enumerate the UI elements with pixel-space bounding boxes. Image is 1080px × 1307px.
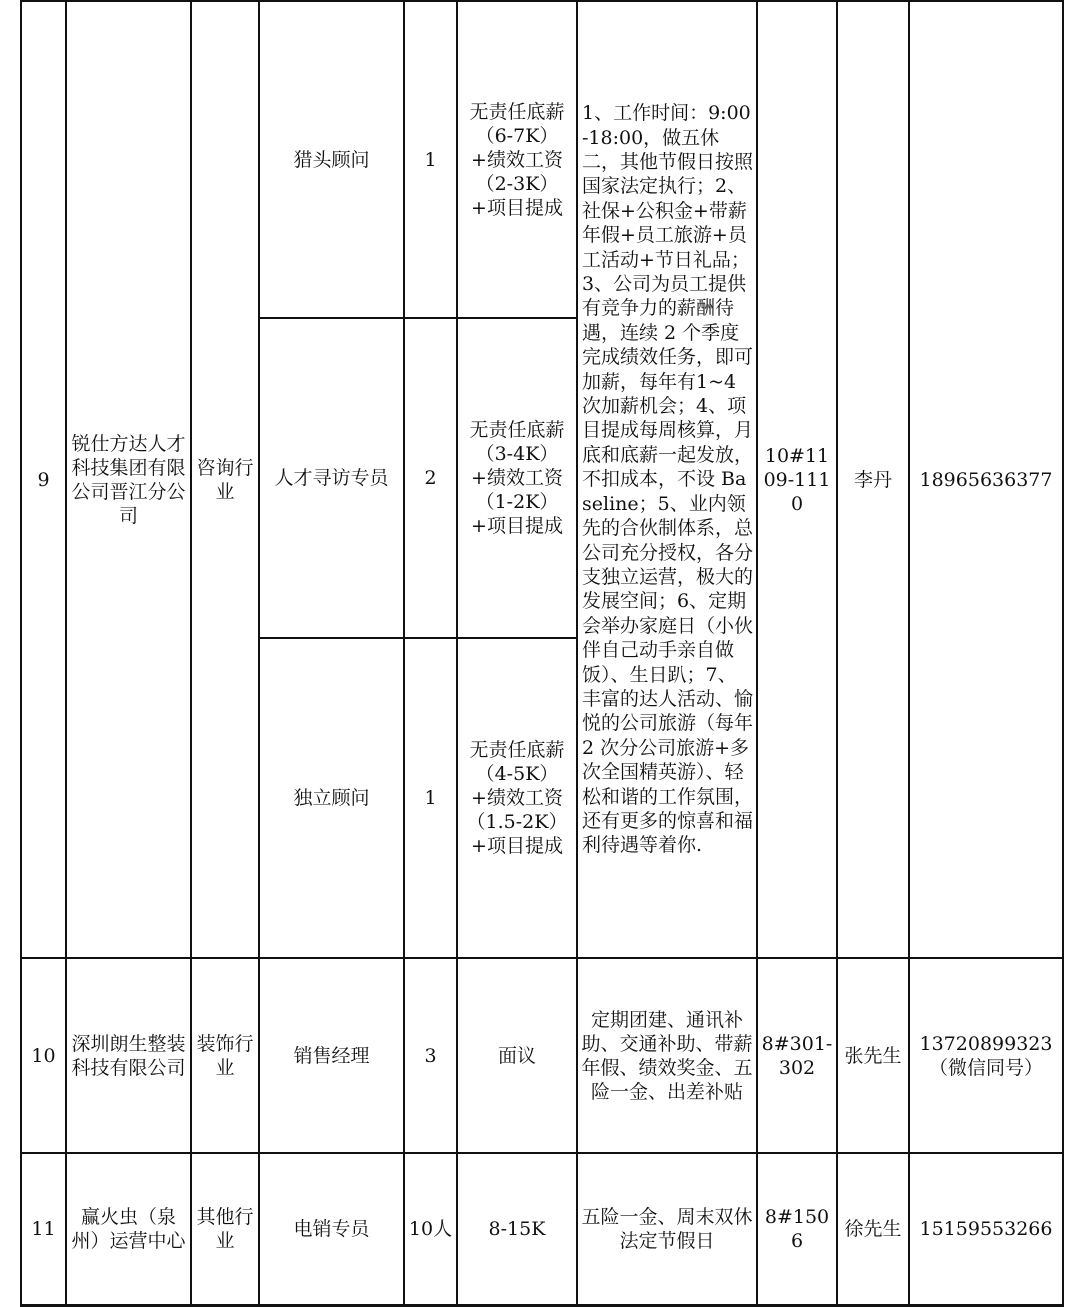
phone-number: 13720899323（微信同号） <box>909 958 1063 1153</box>
salary: 无责任底薪（6-7K）+绩效工资（2-3K）+项目提成 <box>457 1 577 318</box>
benefits: 定期团建、通讯补助、交通补助、带薪年假、绩效奖金、五险一金、出差补贴 <box>577 958 757 1153</box>
booth-number: 8#1506 <box>757 1153 837 1305</box>
industry: 其他行业 <box>191 1153 259 1305</box>
position-title: 独立顾问 <box>259 638 404 958</box>
benefits: 五险一金、周末双休 法定节假日 <box>577 1153 757 1305</box>
row-number: 9 <box>21 1 66 958</box>
industry: 咨询行业 <box>191 1 259 958</box>
job-listing-table <box>20 0 1064 1307</box>
booth-number: 10#1109-1110 <box>757 1 837 958</box>
position-title: 人才寻访专员 <box>259 318 404 638</box>
headcount: 10人 <box>404 1153 457 1305</box>
industry: 装饰行业 <box>191 958 259 1153</box>
salary: 无责任底薪（3-4K）+绩效工资（1-2K）+项目提成 <box>457 318 577 638</box>
table-row <box>21 958 1063 1153</box>
company-name: 赢火虫（泉州）运营中心 <box>66 1153 191 1305</box>
salary: 面议 <box>457 958 577 1153</box>
table-row <box>21 1 1063 318</box>
company-name: 深圳朗生整装科技有限公司 <box>66 958 191 1153</box>
headcount: 1 <box>404 1 457 318</box>
row-number: 11 <box>21 1153 66 1305</box>
booth-number: 8#301-302 <box>757 958 837 1153</box>
contact-person: 张先生 <box>837 958 909 1153</box>
headcount: 2 <box>404 318 457 638</box>
benefits: 1、工作时间：9:00-18:00，做五休二，其他节假日按照国家法定执行；2、社保+公积金+带薪年假+员工旅游+员工活动+节日礼品；3、公司为员工提供有竞争力的薪酬待遇，连续 2 个季度完成绩效任务，即可加薪，每年有1~4 次加薪机会；4、项目提成每周核算，月底和底薪一起发放，不扣成本，不设 Baseline；5、业内领先的合伙制体系，总公司充分授权，各分支独立运营，极大的发展空间；6、定期会举办家庭日（小伙伴自己动手亲自做饭）、生日趴；7、丰富的达人活动、愉悦的公司旅游（每年 2 次分公司旅游+多次全国精英游）、轻松和谐的工作氛围，还有更多的惊喜和福利待遇等着你. <box>577 1 757 958</box>
salary: 8-15K <box>457 1153 577 1305</box>
salary: 无责任底薪（4-5K）+绩效工资（1.5-2K）+项目提成 <box>457 638 577 958</box>
headcount: 3 <box>404 958 457 1153</box>
table-row <box>21 1153 1063 1305</box>
phone-number: 15159553266 <box>909 1153 1063 1305</box>
company-name: 锐仕方达人才科技集团有限公司晋江分公司 <box>66 1 191 958</box>
position-title: 销售经理 <box>259 958 404 1153</box>
headcount: 1 <box>404 638 457 958</box>
contact-person: 徐先生 <box>837 1153 909 1305</box>
row-number: 10 <box>21 958 66 1153</box>
position-title: 电销专员 <box>259 1153 404 1305</box>
contact-person: 李丹 <box>837 1 909 958</box>
phone-number: 18965636377 <box>909 1 1063 958</box>
position-title: 猎头顾问 <box>259 1 404 318</box>
